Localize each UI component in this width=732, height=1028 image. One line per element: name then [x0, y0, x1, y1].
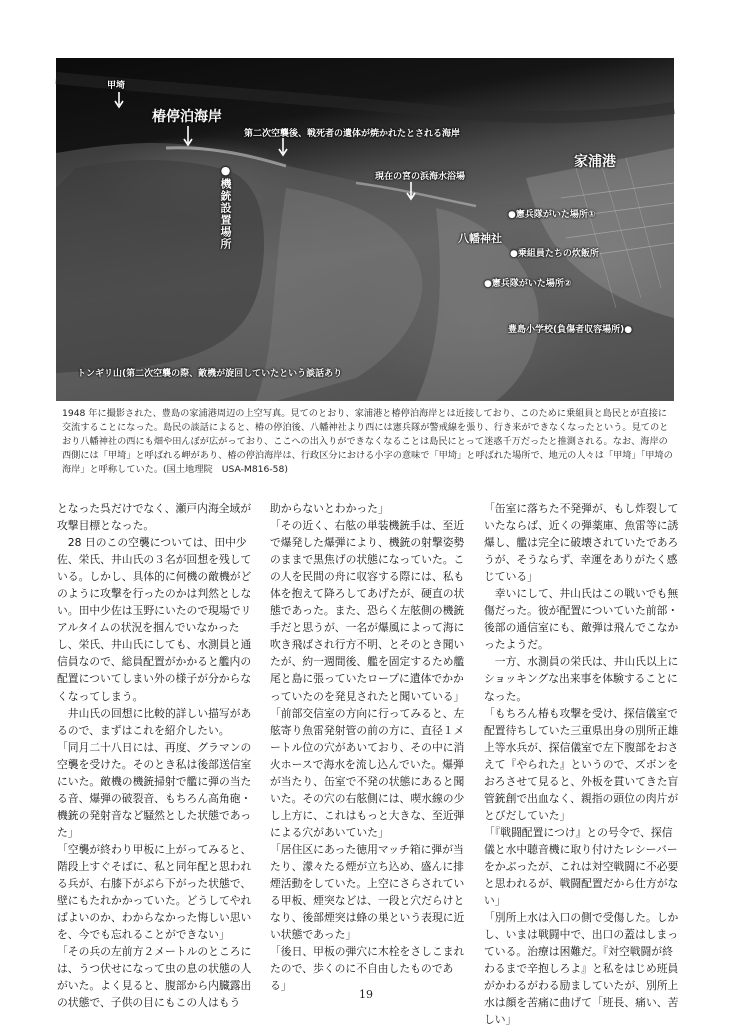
- text-column-1: [57, 500, 253, 1010]
- quote-paragraph: 「空襲が終わり甲板に上がってみると、階段上すぐそばに、私と同年配と思われる兵が、右膝下がぶら下がった状態で、壁にもたれかかっていた。どうしてやればよいのか、わからなかった悔しい思いを、今でも忘れることができない」: [57, 842, 252, 942]
- label-tongiri-mountain: トンギリ山(第二次空襲の際、敵機が旋回していたという談話あり: [77, 369, 343, 379]
- label-ieura-port: 家浦港: [574, 154, 616, 170]
- label-kenpei-site-1: ●憲兵隊がいた場所①: [508, 210, 596, 220]
- arrow-down-icon: [183, 126, 193, 146]
- terrain-shading: [56, 58, 674, 401]
- quote-paragraph: 「『戦闘配置につけ』との号令で、探信儀と水中聴音機に取り付けたレシーバーをかぶったが、これは対空戦闘に不必要と思われるが、戦闘配置だから仕方がない」: [484, 825, 679, 908]
- quote-paragraph: 「その兵の左前方２メートルのところには、うつ伏せになって虫の息の状態の人がいた。よく見ると、腹部から内臓露出の状態で、子供の目にもこの人はもう: [57, 945, 252, 1010]
- label-kouzaki: 甲埼: [107, 81, 126, 91]
- quote-paragraph: 助からないとわかった」: [270, 502, 389, 515]
- photo-caption: 1948 年に撮影された、豊島の家浦港周辺の上空写真。見てのとおり、家浦港と椿停泊海岸とは近接しており、このために乗組員と島民とが直接に交流することになった。島民の談話によると、椿の停泊後、八幡神社より西には憲兵隊が警戒線を張り、行き来ができなくなったという。見てのとおり八幡神社の西にも畑や田んぼが広がっており、ここへの出入りができなくなることは島民にとって迷惑千万だったと推測される。なお、海岸の西側には「甲埼」と呼ばれる岬があり、椿の停泊海岸は、行政区分における小字の意味で「甲埼」と呼ばれた場所で、地元の人々は「甲埼」「甲埼の海岸」と呼称していた。(国土地理院 USA-M816-58): [62, 408, 673, 475]
- label-hachiman-shrine: 八幡神社: [458, 232, 502, 245]
- label-kenpei-site-2: ●憲兵隊がいた場所②: [484, 279, 572, 289]
- arrow-down-icon: [278, 138, 288, 156]
- text-column-2: [270, 500, 466, 993]
- quote-paragraph: 「同月二十八日には、再度、グラマンの空襲を受けた。そのとき私は後部送信室にいた。敵機の機銃掃射で艦に弾の当たる音、爆弾の破裂音、もちろん高角砲・機銃の発射音など騒然とした状態であった」: [57, 740, 252, 839]
- label-machine-gun-site: ●機銃設置場所: [219, 164, 232, 250]
- label-teshima-school: 豊島小学校(負傷者収容場所)●: [508, 325, 633, 335]
- aerial-photo: [56, 58, 674, 401]
- quote-paragraph: 「別所上水は入口の側で受傷した。しかし、いまは戦闘中で、出口の蓋はしまっている。治療は困難だ。『対空戦闘が終わるまで辛抱しろよ』と私をはじめ班員がかわるがわる励ましていたが、別所上水は顔を苦痛に曲げて「班長、痛い、苦しい」: [484, 911, 679, 1027]
- page-number: 19: [359, 988, 373, 1001]
- quote-paragraph: 「その近く、右舷の単装機銃手は、至近で爆発した爆弾により、機銃の射撃姿勢のままで黒焦げの状態になっていた。この人を民間の舟に収容する際には、私も体を抱えて降ろしてあげたが、硬直の状態であった。また、恐らく左舷側の機銃手だと思うが、一名が爆風によって海に吹き飛ばされ行方不明、とそのとき聞いたが、約一週間後、艦を固定するため艦尾と島に張っていたロープに遺体でかかっていたのを発見されたと聞いている」: [270, 519, 465, 703]
- label-burned-bodies-beach: 第二次空襲後、戦死者の遺体が焼かれたとされる海岸: [244, 129, 461, 139]
- quote-paragraph: 「缶室に落ちた不発弾が、もし炸裂していたならば、近くの弾薬庫、魚雷等に誘爆し、艦は完全に破壊されていたであろうが、そうならず、幸運をありがたく感じている」: [484, 502, 679, 584]
- paragraph: 井山氏の回想に比較的詳しい描写があるので、まずはこれを紹介したい。: [57, 706, 252, 737]
- text-column-3: [484, 500, 680, 1027]
- label-crew-kitchen: ●乗組員たちの炊飯所: [510, 249, 599, 259]
- quote-paragraph: 「後日、甲板の弾穴に木栓をさしこまれたので、歩くのに不自由したものである」: [270, 945, 465, 993]
- paragraph: 幸いにして、井山氏はこの戦いでも無傷だった。彼が配置についていた前部・後部の通信室にも、敵弾は飛んでこなかったようだ。: [484, 587, 679, 652]
- paragraph: 一方、水測員の栄氏は、井山氏以上にショッキングな出来事を体験することになった。: [484, 655, 679, 703]
- paragraph: 28 日のこの空襲については、田中少佐、栄氏、井山氏の３名が回想を残している。しかし、具体的に何機の敵機がどのように攻撃を行ったのかは判然としない。田中少佐は玉野にいたので現場でリアルタイムの状況を掴んでいなかったし、栄氏、井山氏にしても、水測員と通信員なので、総員配置がかかると艦内の配置についてしまい外の様子が分からなくなってしまう。: [57, 536, 252, 703]
- quote-paragraph: 「居住区にあった徳用マッチ箱に弾が当たり、濛々たる煙が立ち込め、盛んに排煙活動をしていた。上空にさらされている甲板、煙突などは、一段と穴だらけとなり、後部煙突は蜂の巣という表現に近い状態であった」: [270, 842, 465, 942]
- label-current-beach: 現在の宮の浜海水浴場: [375, 172, 466, 182]
- quote-paragraph: 「もちろん椿も攻撃を受け、探信儀室で配置待ちしていた三重県出身の別所正雄上等水兵が、探信儀室で左下腹部をおさえて『やられた』というので、ズボンをおろさせて見ると、外板を貫いてきた盲管銃創で出血なく、親指の頭位の肉片がとびだしていた」: [484, 706, 679, 822]
- arrow-down-icon: [114, 92, 124, 108]
- arrow-down-icon: [406, 182, 416, 200]
- paragraph: となった呉だけでなく、瀬戸内海全域が攻撃目標となった。: [57, 502, 252, 533]
- label-tsubaki-beach: 椿停泊海岸: [152, 109, 222, 125]
- quote-paragraph: 「前部交信室の方向に行ってみると、左舷寄り魚雷発射管の前の方に、直径１メートル位の穴があいており、その中に消火ホースで海水を流し込んでいた。爆弾が当たり、缶室で不発の状態にあると聞いた。その穴の右舷側には、喫水線の少し上方に、これはもっと大きな、至近弾による穴があいていた」: [270, 706, 465, 839]
